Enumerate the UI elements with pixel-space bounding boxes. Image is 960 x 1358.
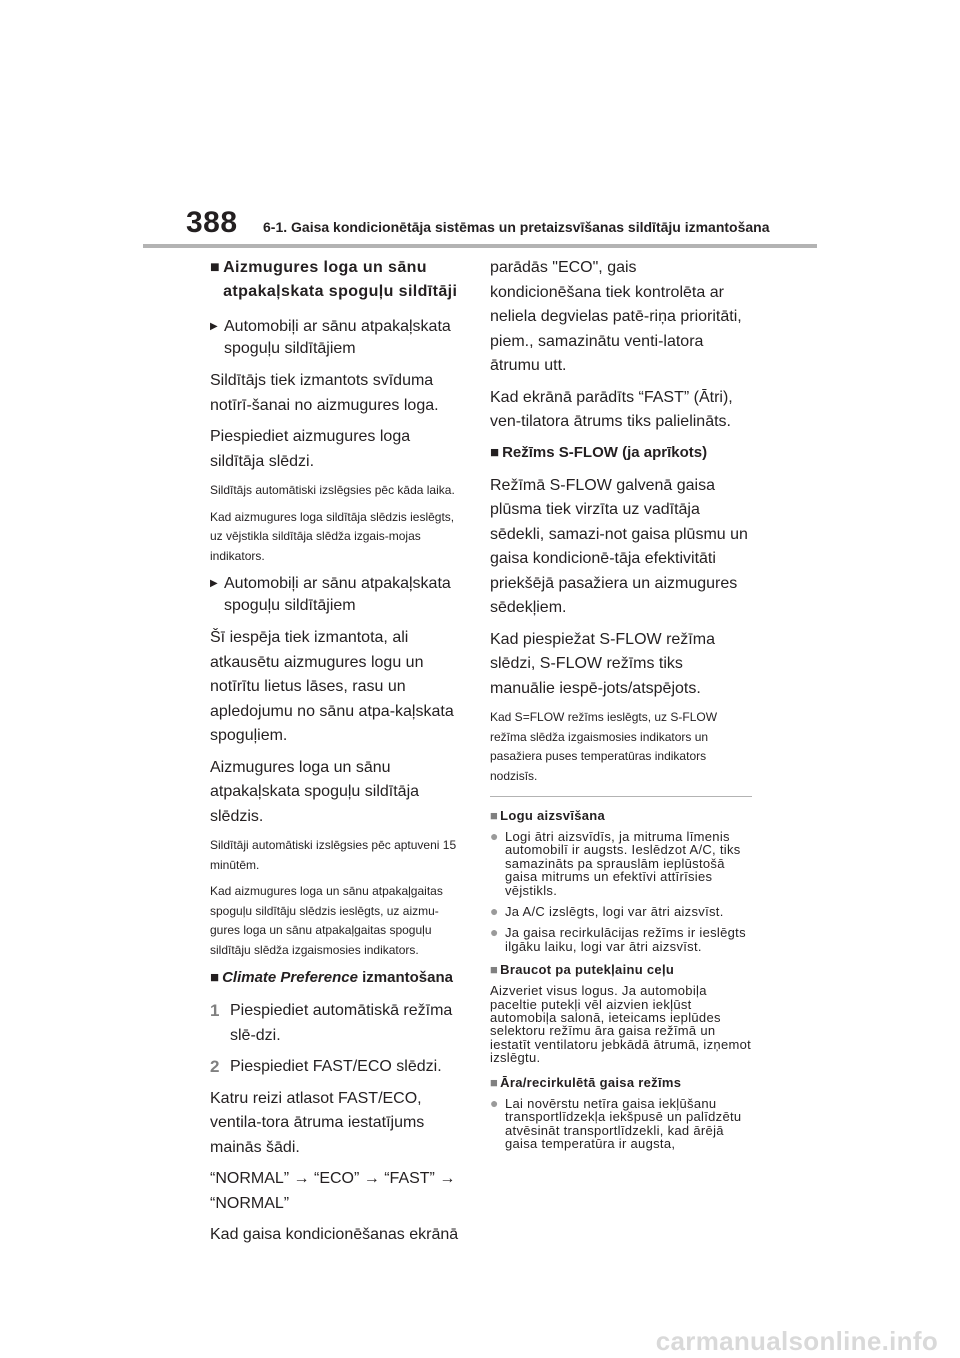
bullet-text: Ja gaisa recirkulācijas režīms ir ieslēgts ilgāku laiku, logi var ātri aizsvīst. (505, 925, 746, 954)
square-bullet-icon: ■ (210, 969, 220, 986)
bullet-text: Logi ātri aizsvīdīs, ja mitruma līmenis automobilī ir augsts. Ieslēdzot A/C, tiks samazināts pa sprauslām ieplūstošā gaisa mitrums un efektīvi attīrīsies vējstikls. (505, 829, 741, 898)
paragraph: Režīmā S-FLOW galvenā gaisa plūsma tiek virzīta uz vadītāja sēdekli, samazi-not gaisa plūsmu un gaisa kondicionē-tāja efektivitāti priekšējā pasažiera un aizmugures sēdekļiem. (490, 476, 748, 616)
square-bullet-icon: ■ (490, 1074, 499, 1090)
step-number: 1 (210, 1001, 220, 1020)
step-item (210, 1055, 466, 1080)
bullet-text: Ja A/C izslēgts, logi var ātri aizsvīst. (505, 904, 724, 920)
circle-bullet-icon: ● (490, 1094, 499, 1111)
condition-item (210, 316, 466, 360)
section-heading (210, 967, 466, 989)
paragraph: Sildītājs tiek izmantots svīduma notīrī-šanai no aizmugures loga. (210, 372, 439, 414)
paragraph: Katru reizi atlasot FAST/ECO, ventila-tora ātruma iestatījums mainās šādi. (210, 1089, 425, 1156)
section-heading (490, 442, 752, 464)
step-text: Piespiediet FAST/ECO slēdzi. (230, 1058, 442, 1075)
condition-text: Automobiļi ar sānu atpakaļskata spoguļu sildītājiem (224, 575, 451, 614)
step-item (210, 999, 466, 1048)
paragraph: “NORMAL” → “ECO” → “FAST” → “NORMAL” (210, 1170, 456, 1212)
header-divider (143, 244, 817, 248)
section-heading (210, 256, 466, 304)
paragraph: parādās "ECO", gais kondicionēšana tiek kontrolēta ar neliela degvielas patē-riņa prioritāti, piem., samazinātu venti-latora ātrumu utt. (490, 259, 742, 374)
heading-rest: izmantošana (357, 969, 453, 986)
circle-bullet-icon: ● (490, 828, 499, 844)
square-bullet-icon: ■ (210, 259, 221, 276)
paragraph: Aizmugures loga un sānu atpakaļskata spoguļu sildītāja slēdzis. (210, 758, 420, 825)
paragraph: Kad gaisa kondicionēšanas ekrānā (210, 1226, 459, 1243)
step-text: Piespiediet automātiskā režīma slē-dzi. (230, 1002, 453, 1044)
note: Kad aizmugures loga un sānu atpakaļgaitas spoguļu sildītāju slēdzis ieslēgts, uz aizmu-gures loga un sānu atpakaļgaitas spoguļu sildītāju slēdža izgaismosies indikators. (210, 884, 443, 957)
left-column (210, 256, 466, 1255)
info-heading (490, 1074, 752, 1091)
condition-text: Automobiļi ar sānu atpakaļskata spoguļu sildītājiem (224, 318, 451, 357)
paragraph: Kad ekrānā parādīts “FAST” (Ātri), ven-tilatora ātrums tiks palielināts. (490, 388, 733, 430)
section-divider (490, 796, 752, 797)
square-bullet-icon: ■ (490, 808, 499, 823)
paragraph: Kad piespiežat S-FLOW režīma slēdzi, S-FLOW režīms tiks manuālie iespē-jots/atspējots. (490, 630, 715, 697)
bullet-text: Lai novērstu netīra gaisa iekļūšanu transportlīdzekļa iekšpusē un palīdzētu atvēsināt transportlīdzekli, kad ārējā gaisa temperatūra ir augsta, (505, 1095, 742, 1151)
square-bullet-icon: ■ (490, 443, 500, 461)
section-heading-text (222, 967, 453, 989)
bullet-item (490, 1094, 752, 1151)
info-heading (490, 961, 752, 978)
note: Sildītājs automātiski izslēgsies pēc kāda laika. (210, 483, 455, 497)
note: Kad S=FLOW režīms ieslēgts, uz S-FLOW režīma slēdža izgaismosies indikators un pasažiera puses temperatūras indikators nodzisīs. (490, 710, 718, 783)
info-heading-text: Braucot pa putekļainu ceļu (500, 962, 675, 978)
step-number: 2 (210, 1057, 220, 1076)
heading-italic: Climate Preference (222, 969, 358, 986)
info-heading-text: Āra/recirkulētā gaisa režīms (500, 1074, 682, 1090)
bullet-item (490, 926, 752, 953)
circle-bullet-icon: ● (490, 903, 499, 920)
note: Kad aizmugures loga sildītāja slēdzis ieslēgts, uz vējstikla sildītāja slēdža izgais-mojas indikators. (210, 509, 455, 563)
triangle-bullet-icon: ▶ (210, 321, 218, 332)
square-bullet-icon: ■ (490, 962, 499, 978)
note: Sildītāji automātiski izslēgsies pēc aptuveni 15 minūtēm. (210, 838, 457, 872)
section-heading-text: Aizmugures loga un sānu atpakaļskata spoguļu sildītāji (223, 259, 458, 300)
bullet-item (490, 830, 752, 897)
paragraph: Piespiediet aizmugures loga sildītāja slēdzi. (210, 428, 411, 470)
page-number: 388 (186, 206, 238, 239)
circle-bullet-icon: ● (490, 924, 499, 941)
bullet-item (490, 905, 752, 918)
info-heading-text: Logu aizsvīšana (500, 808, 606, 823)
right-column (490, 256, 752, 1158)
info-paragraph: Aizveriet visus logus. Ja automobiļa paceltie putekļi vēl aizvien iekļūst automobiļa salonā, ieteicams ieplūdes selektoru režīmu āra gaisa režīmā un iestatīt ventilatoru jebkādā ātrumā, izņemot izslēgtu. (490, 983, 752, 1066)
info-heading (490, 807, 752, 824)
paragraph: Šī iespēja tiek izmantota, ali atkausētu aizmugures logu un notīrītu lietus lāses, rasu un apledojumu no sānu atpa-kaļskata spoguļiem. (210, 629, 454, 744)
section-heading-text: Režīms S-FLOW (ja aprīkots) (502, 443, 708, 461)
triangle-bullet-icon: ▶ (210, 578, 218, 589)
chapter-title: 6-1. Gaisa kondicionētāja sistēmas un pretaizsvīšanas sildītāju izmantošana (263, 219, 770, 235)
condition-item (210, 573, 466, 617)
watermark: carmanualsonline.info (655, 1326, 938, 1356)
